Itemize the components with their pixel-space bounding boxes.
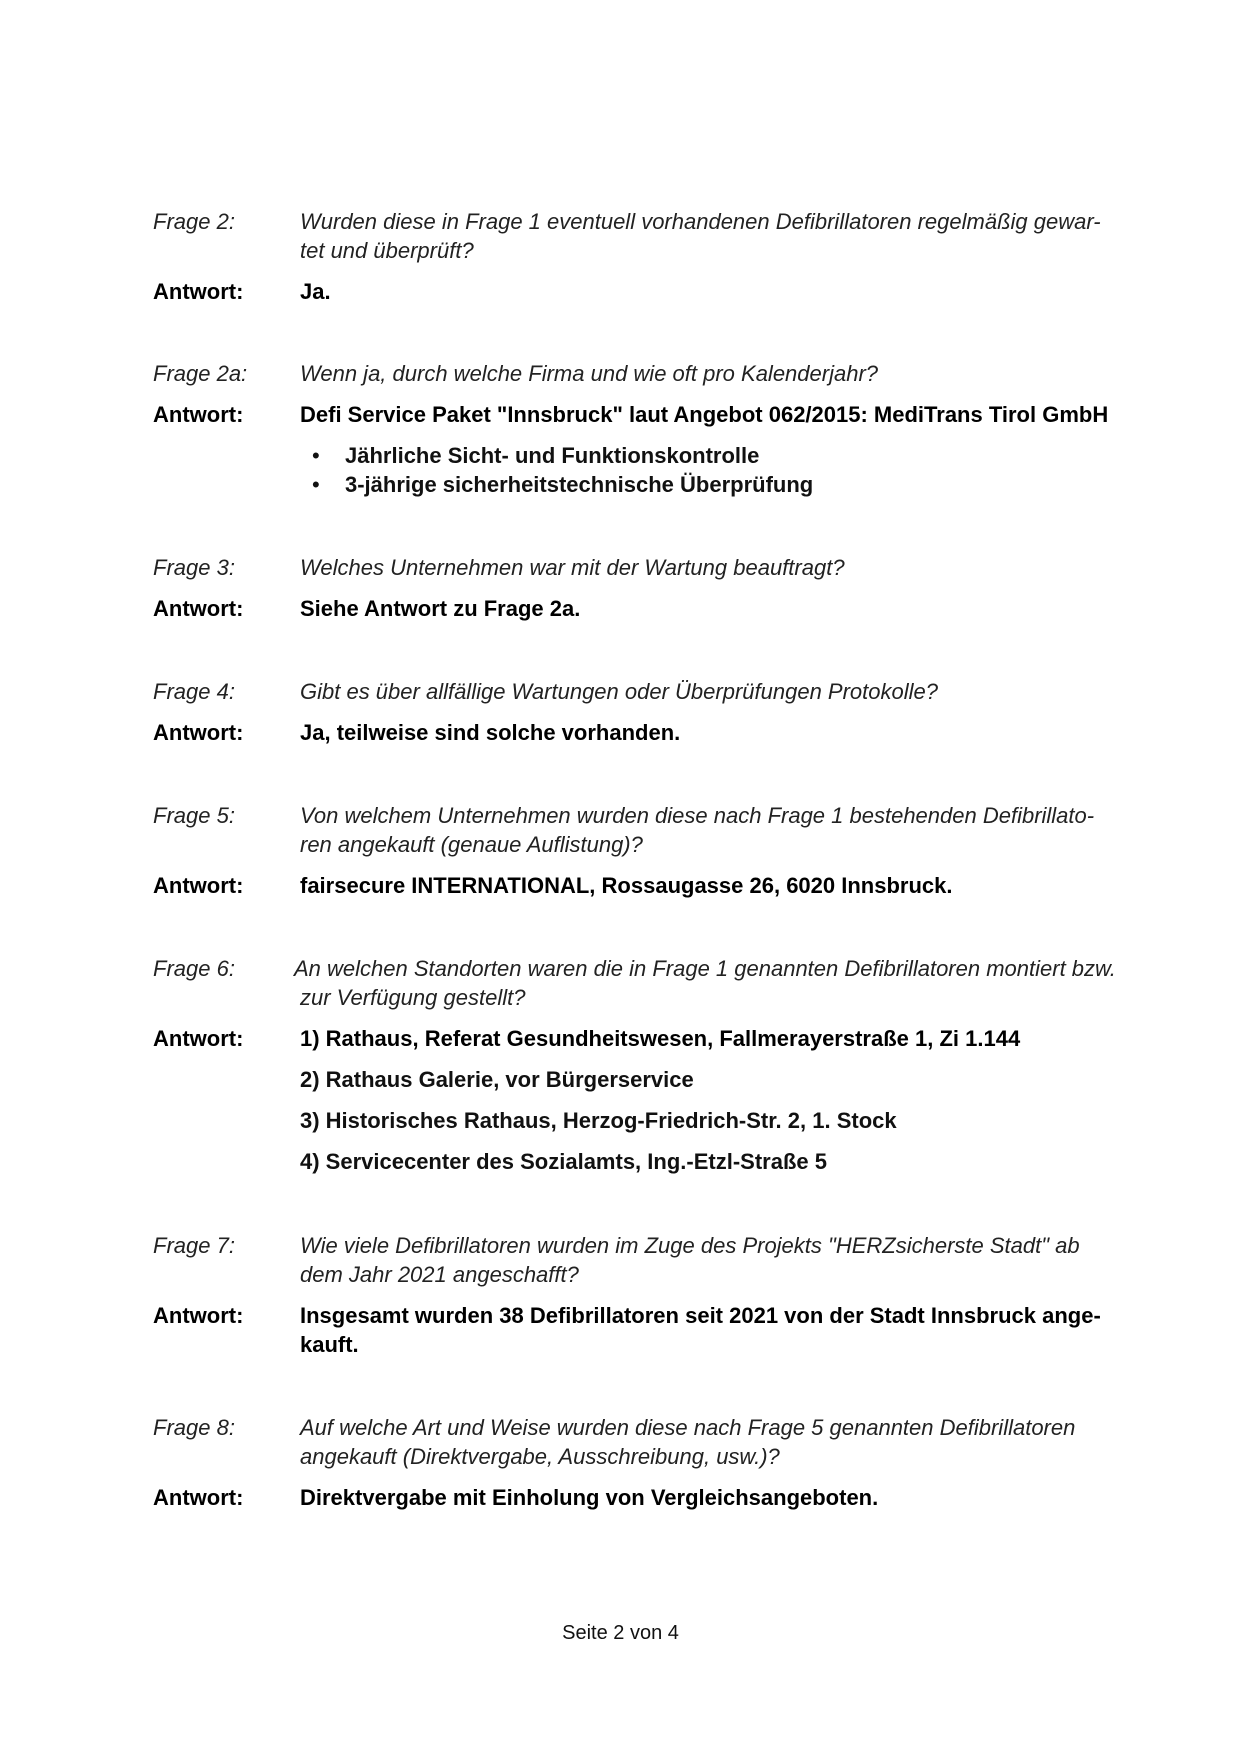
question-label: Frage 4: (153, 679, 235, 704)
list-item-text: 3-jährige sicherheitstechnische Überprüfung (345, 472, 814, 497)
answer-text: Direktvergabe mit Einholung von Vergleichsangeboten. (300, 1485, 879, 1510)
question-text: Wenn ja, durch welche Firma und wie oft pro Kalenderjahr? (300, 361, 879, 386)
answer-label: Antwort: (153, 720, 244, 745)
location-item: 4) Servicecenter des Sozialamts, Ing.-Etzl-Straße 5 (300, 1149, 827, 1174)
question (153, 553, 1153, 582)
question (153, 359, 1153, 388)
question-line: Von welchem Unternehmen wurden diese nach Frage 1 bestehenden Defibrillato- (300, 803, 1095, 828)
answer-text: Siehe Antwort zu Frage 2a. (300, 596, 581, 621)
answer-line: Insgesamt wurden 38 Defibrillatoren seit 2021 von der Stadt Innsbruck ange- (300, 1303, 1101, 1328)
question-line: zur Verfügung gestellt? (300, 985, 526, 1010)
answer (153, 1483, 1153, 1512)
question-label: Frage 8: (153, 1415, 235, 1440)
bullet-list (300, 441, 1153, 499)
answer-label: Antwort: (153, 1026, 244, 1051)
question-text (294, 954, 1153, 1012)
answer-text: Ja, teilweise sind solche vorhanden. (300, 720, 681, 745)
list-item (300, 441, 1153, 470)
qa-block-8 (153, 1413, 1153, 1512)
answer-label: Antwort: (153, 279, 244, 304)
list-item-text: Jährliche Sicht- und Funktionskontrolle (345, 443, 760, 468)
qa-block-6 (153, 954, 1153, 1176)
location-item: 3) Historisches Rathaus, Herzog-Friedrich-Str. 2, 1. Stock (300, 1108, 897, 1133)
answer-text: Ja. (300, 279, 331, 304)
answer (153, 1301, 1153, 1359)
qa-block-4 (153, 677, 1153, 747)
question-label: Frage 3: (153, 555, 235, 580)
question-label: Frage 5: (153, 803, 235, 828)
answer (153, 594, 1153, 623)
qa-block-2 (153, 207, 1153, 306)
question-label: Frage 2: (153, 209, 235, 234)
question-text: Gibt es über allfällige Wartungen oder Überprüfungen Protokolle? (300, 679, 938, 704)
list-item (300, 470, 1153, 499)
answer-text: fairsecure INTERNATIONAL, Rossaugasse 26, 6020 Innsbruck. (300, 873, 953, 898)
question-text (300, 801, 1153, 859)
question-label: Frage 6: (153, 956, 235, 981)
qa-block-2a (153, 359, 1153, 499)
bullet-icon: • (312, 443, 320, 468)
answer-label: Antwort: (153, 596, 244, 621)
question (153, 207, 1153, 265)
answer (153, 1024, 1153, 1053)
question-line: dem Jahr 2021 angeschafft? (300, 1262, 579, 1287)
question (153, 1231, 1153, 1289)
question (153, 801, 1153, 859)
answer-line: kauft. (300, 1332, 359, 1357)
answer (153, 400, 1153, 429)
question-line: An welchen Standorten waren die in Frage 1 genannten Defibrillatoren montiert bzw. (294, 956, 1116, 981)
qa-block-3 (153, 553, 1153, 623)
qa-block-7 (153, 1231, 1153, 1359)
location-item: 2) Rathaus Galerie, vor Bürgerservice (300, 1067, 694, 1092)
bullet-icon: • (312, 472, 320, 497)
question-line: angekauft (Direktvergabe, Ausschreibung, usw.)? (300, 1444, 780, 1469)
question-label: Frage 2a: (153, 361, 248, 386)
answer (153, 871, 1153, 900)
question (153, 677, 1153, 706)
answer-text: 1) Rathaus, Referat Gesundheitswesen, Fallmerayerstraße 1, Zi 1.144 (300, 1026, 1021, 1051)
answer-text (300, 1301, 1153, 1359)
question-text (300, 1413, 1153, 1471)
question-line: Wie viele Defibrillatoren wurden im Zuge des Projekts "HERZsicherste Stadt" ab (300, 1233, 1080, 1258)
answer-label: Antwort: (153, 402, 244, 427)
qa-block-5 (153, 801, 1153, 900)
answer-label: Antwort: (153, 1303, 244, 1328)
question-text: Welches Unternehmen war mit der Wartung beauftragt? (300, 555, 845, 580)
page-number: Seite 2 von 4 (562, 1622, 679, 1644)
answer-label: Antwort: (153, 873, 244, 898)
question-line: ren angekauft (genaue Auflistung)? (300, 832, 643, 857)
question (153, 954, 1153, 1012)
question-text (300, 207, 1153, 265)
question-label: Frage 7: (153, 1233, 235, 1258)
question-text (300, 1231, 1153, 1289)
question-line: Wurden diese in Frage 1 eventuell vorhandenen Defibrillatoren regelmäßig gewar- (300, 209, 1101, 234)
answer-label: Antwort: (153, 1485, 244, 1510)
answer (153, 277, 1153, 306)
question-line: Auf welche Art und Weise wurden diese nach Frage 5 genannten Defibrillatoren (300, 1415, 1076, 1440)
question (153, 1413, 1153, 1471)
answer-text: Defi Service Paket "Innsbruck" laut Angebot 062/2015: MediTrans Tirol GmbH (300, 402, 1109, 427)
question-line: tet und überprüft? (300, 238, 474, 263)
answer (153, 718, 1153, 747)
